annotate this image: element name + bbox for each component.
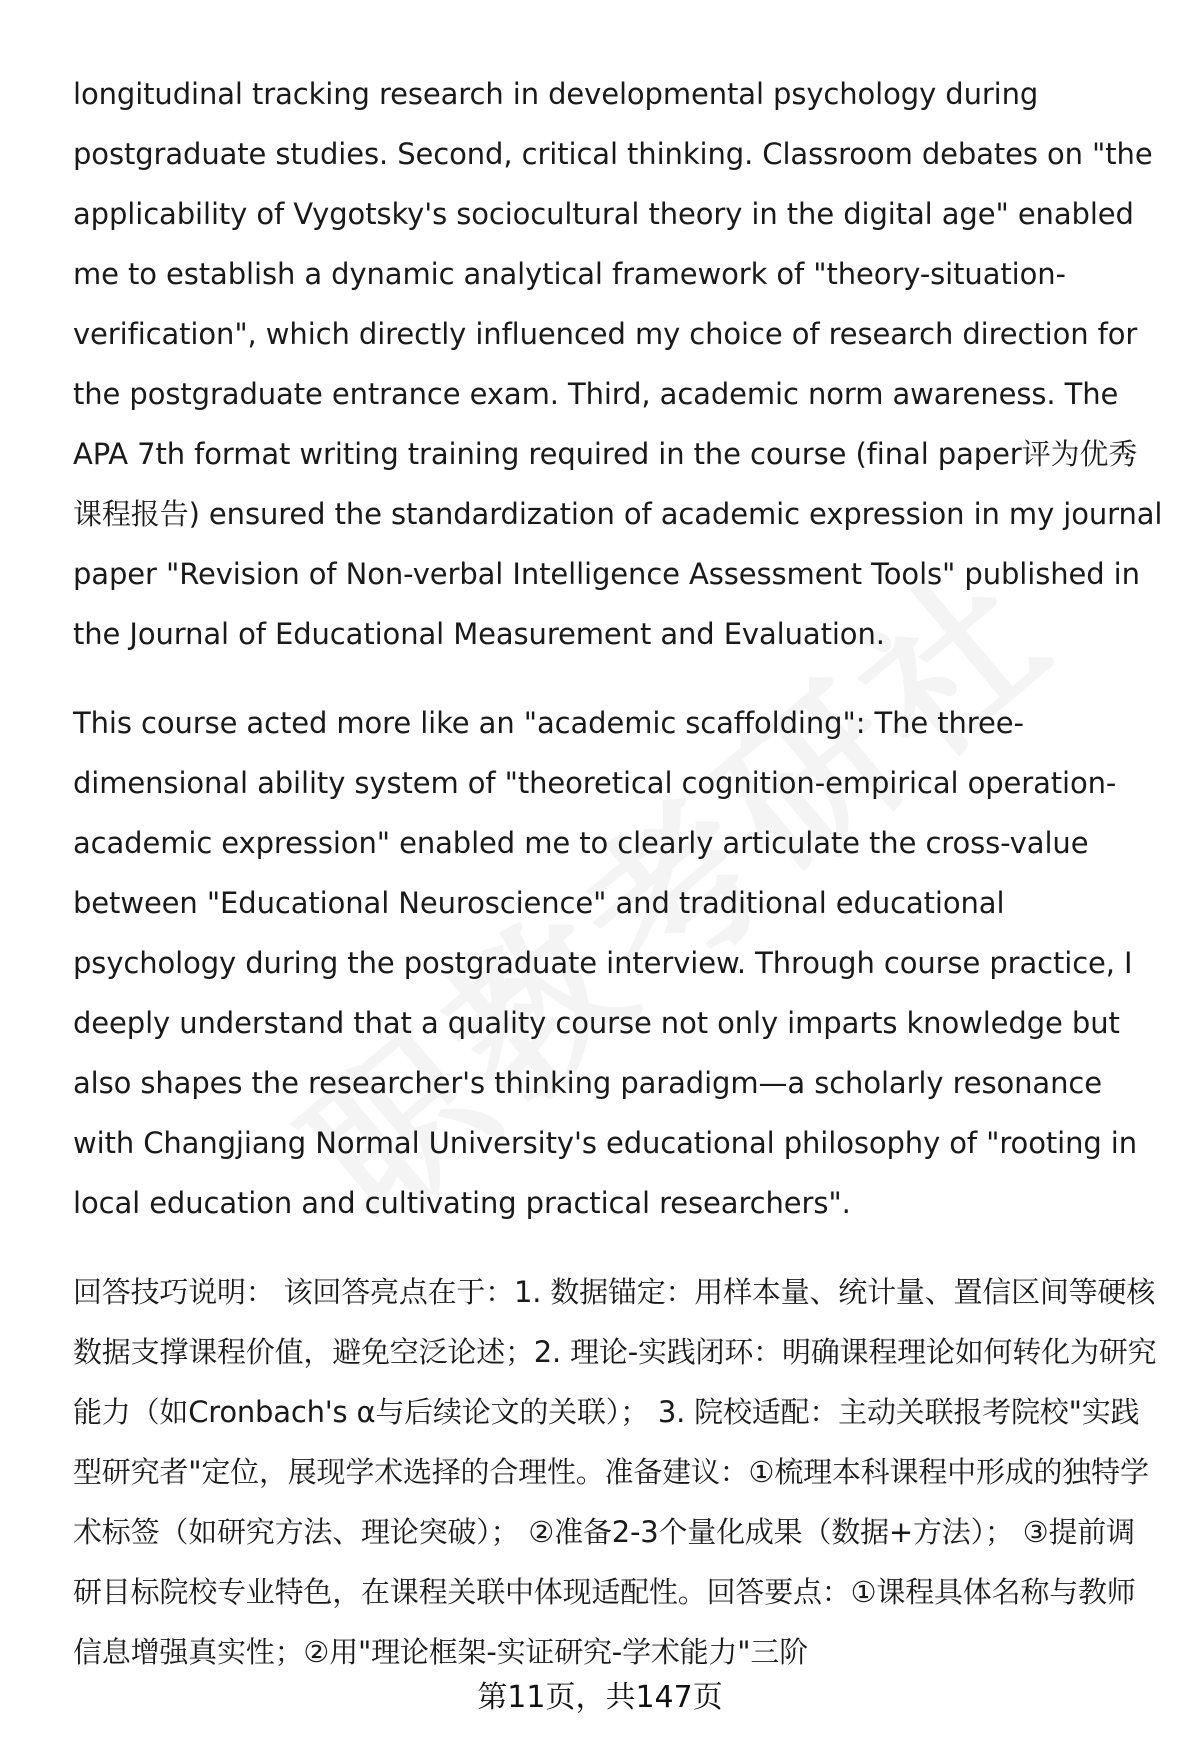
paragraph-2: This course acted more like an "academic scaffolding": The three-dimensional ability system of "theoretical cognition-empirical operation-academic expression" enabled me to clearly articulate the cross-value between "Educational Neuroscience" and traditional educational psychology during the postgraduate interview. Through course practice, I deeply understand that a quality course not only imparts knowledge but also shapes the researcher's thinking paradigm—a scholarly resonance with Changjiang Normal University's educational philosophy of "rooting in local education and cultivating practical researchers". (73, 706, 1138, 1220)
document-body (73, 64, 1163, 1711)
answer-tips-paragraph: 回答技巧说明： 该回答亮点在于：1. 数据锚定：用样本量、统计量、置信区间等硬核数据支撑课程价值，避免空泛论述；2. 理论-实践闭环：明确课程理论如何转化为研究能力（如Cronbach's α与后续论文的关联）； 3. 院校适配：主动关联报考院校"实践型研究者"定位，展现学术选择的合理性。准备建议：①梳理本科课程中形成的独特学术标签（如研究方法、理论突破）； ②准备2-3个量化成果（数据+方法）； ③提前调研目标院校专业特色，在课程关联中体现适配性。回答要点：①课程具体名称与教师信息增强真实性；②用"理论框架-实证研究-学术能力"三阶 (73, 1275, 1157, 1669)
page-number-footer: 第11页，共147页 (477, 1680, 723, 1715)
paragraph-1: longitudinal tracking research in developmental psychology during postgraduate studies. Second, critical thinking. Classroom debates on "the applicability of Vygotsky's sociocultural theory in the digital age" enabled me to establish a dynamic analytical framework of "theory-situation-verification", which directly influenced my choice of research direction for the postgraduate entrance exam. Third, academic norm awareness. The APA 7th format writing training required in the course (final paper评为优秀课程报告) ensured the standardization of academic expression in my journal paper "Revision of Non-verbal Intelligence Assessment Tools" published in the Journal of Educational Measurement and Evaluation. (73, 77, 1163, 651)
